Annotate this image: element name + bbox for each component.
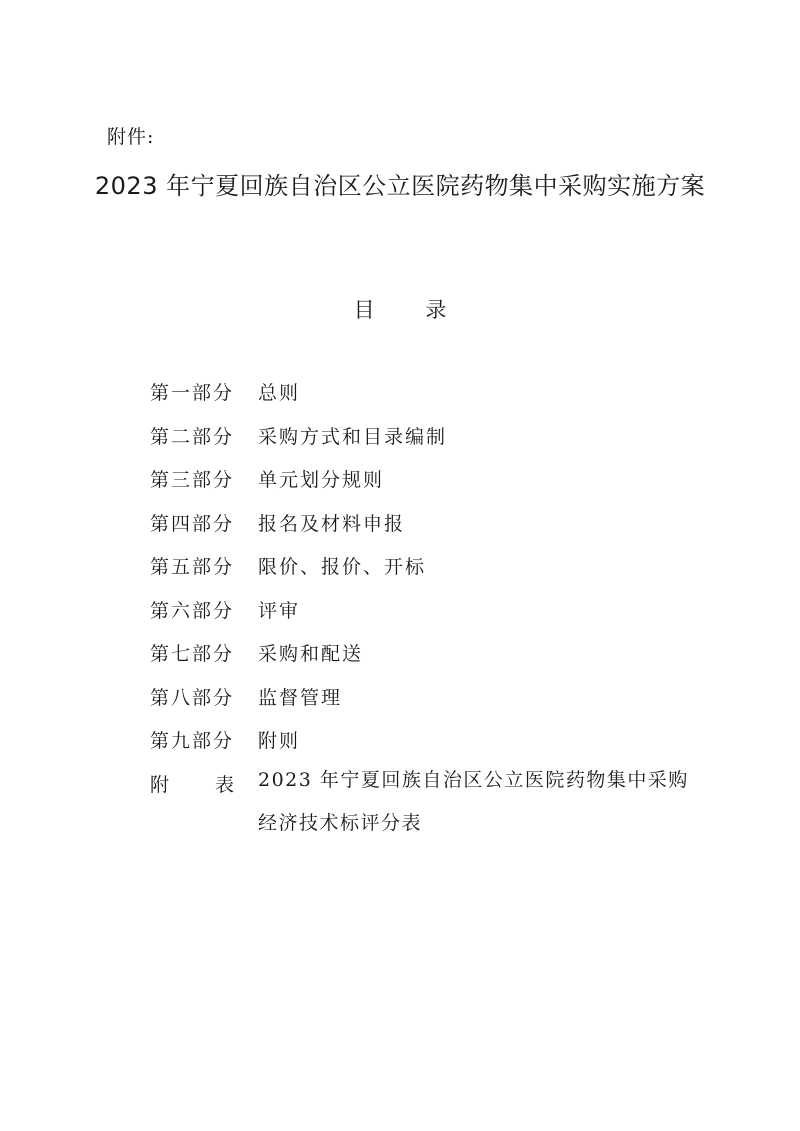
document-title: 2023 年宁夏回族自治区公立医院药物集中采购实施方案 [94, 172, 706, 200]
toc-item-part-6 [150, 596, 708, 640]
toc-part-label: 第五部分 [150, 556, 235, 578]
toc-item-part-8 [150, 683, 708, 727]
toc-item-part-2 [150, 422, 708, 466]
toc-appendix-title: 2023 年宁夏回族自治区公立医院药物集中采购经济技术标评分表 [258, 768, 689, 834]
toc-part-label: 第六部分 [150, 599, 235, 622]
toc-part-title: 单元划分规则 [258, 469, 385, 491]
toc-part-label: 第三部分 [150, 469, 235, 491]
table-of-contents [150, 378, 708, 845]
toc-item-part-5 [150, 552, 708, 596]
toc-item-appendix [150, 770, 708, 845]
toc-part-title: 报名及材料申报 [258, 512, 406, 535]
toc-part-label: 第九部分 [150, 730, 235, 752]
toc-item-part-1 [150, 378, 708, 422]
toc-part-label: 第七部分 [150, 643, 235, 665]
toc-part-label: 第四部分 [150, 512, 235, 535]
toc-appendix-label [150, 770, 258, 797]
toc-appendix-char-2: 表 [214, 773, 236, 796]
toc-item-part-4 [150, 509, 708, 553]
toc-part-label: 第一部分 [150, 382, 235, 404]
toc-part-title: 采购和配送 [258, 643, 364, 665]
toc-part-title: 采购方式和目录编制 [258, 425, 448, 448]
toc-part-title: 监督管理 [258, 686, 343, 709]
toc-appendix-char-1: 附 [150, 773, 172, 796]
toc-item-part-3 [150, 465, 708, 509]
toc-part-title: 附则 [258, 730, 301, 752]
toc-part-title: 总则 [258, 382, 301, 404]
toc-part-label: 第八部分 [150, 686, 235, 709]
toc-heading: 目 录 [353, 298, 469, 322]
toc-part-title: 评审 [258, 599, 301, 622]
toc-part-label: 第二部分 [150, 425, 235, 448]
toc-part-title: 限价、报价、开标 [258, 556, 427, 578]
attachment-label: 附件: [107, 126, 155, 148]
toc-item-part-7 [150, 639, 708, 683]
